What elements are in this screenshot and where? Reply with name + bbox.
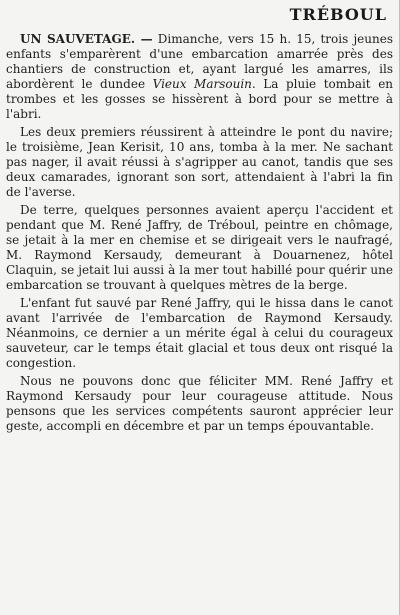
paragraph-5: Nous ne pouvons donc que féliciter MM. René Jaffry et Raymond Kersaudy pour leur courageuse attitude. Nous pensons que les services compétents sauront apprécier leur geste, accompli en décembre et par un temps épouvantable. — [6, 374, 393, 433]
paragraph-1-text-a: Dimanche, vers 15 h. 15, trois jeunes enfants s'emparèrent d'une embarcation amarrée près des chantiers de construction et, ayant largué les amarres, ils abordèrent le dundee — [6, 32, 393, 91]
article-body — [0, 22, 399, 434]
article-lead: UN SAUVETAGE. — — [20, 32, 153, 46]
boat-name: Vieux Marsouin — [152, 77, 252, 91]
paragraph-3: De terre, quelques personnes avaient aperçu l'accident et pendant que M. René Jaffry, de Tréboul, peintre en chômage, se jetait à la mer en chemise et se dirigeait vers le naufragé, M. Raymond Kersaudy, demeurant à Douarnenez, hôtel Claquin, se jetait lui aussi à la mer tout habillé pour quérir une embarcation se trouvant à quelques mètres de la berge. — [6, 203, 393, 292]
paragraph-2: Les deux premiers réussirent à atteindre le pont du navire; le troisième, Jean Kerisit, 10 ans, tomba à la mer. Ne sachant pas nager, il avait réussi à s'agripper au canot, tandis que ses deux camarades, ignorant son sort, attendaient à l'abri la fin de l'averse. — [6, 125, 393, 199]
paragraph-1-text-b: . La pluie tombait en trombes et les gosses se hissèrent à bord pour se mettre à l'abri. — [6, 77, 394, 121]
section-heading: TRÉBOUL — [289, 5, 387, 24]
paragraph-4: L'enfant fut sauvé par René Jaffry, qui le hissa dans le canot avant l'arrivée de l'embarcation de Raymond Kersaudy. Néanmoins, ce dernier a un mérite égal à celui du courageux sauveteur, car le temps était glacial et tous deux ont risqué la congestion. — [6, 296, 393, 370]
paragraph-1 — [6, 32, 393, 122]
